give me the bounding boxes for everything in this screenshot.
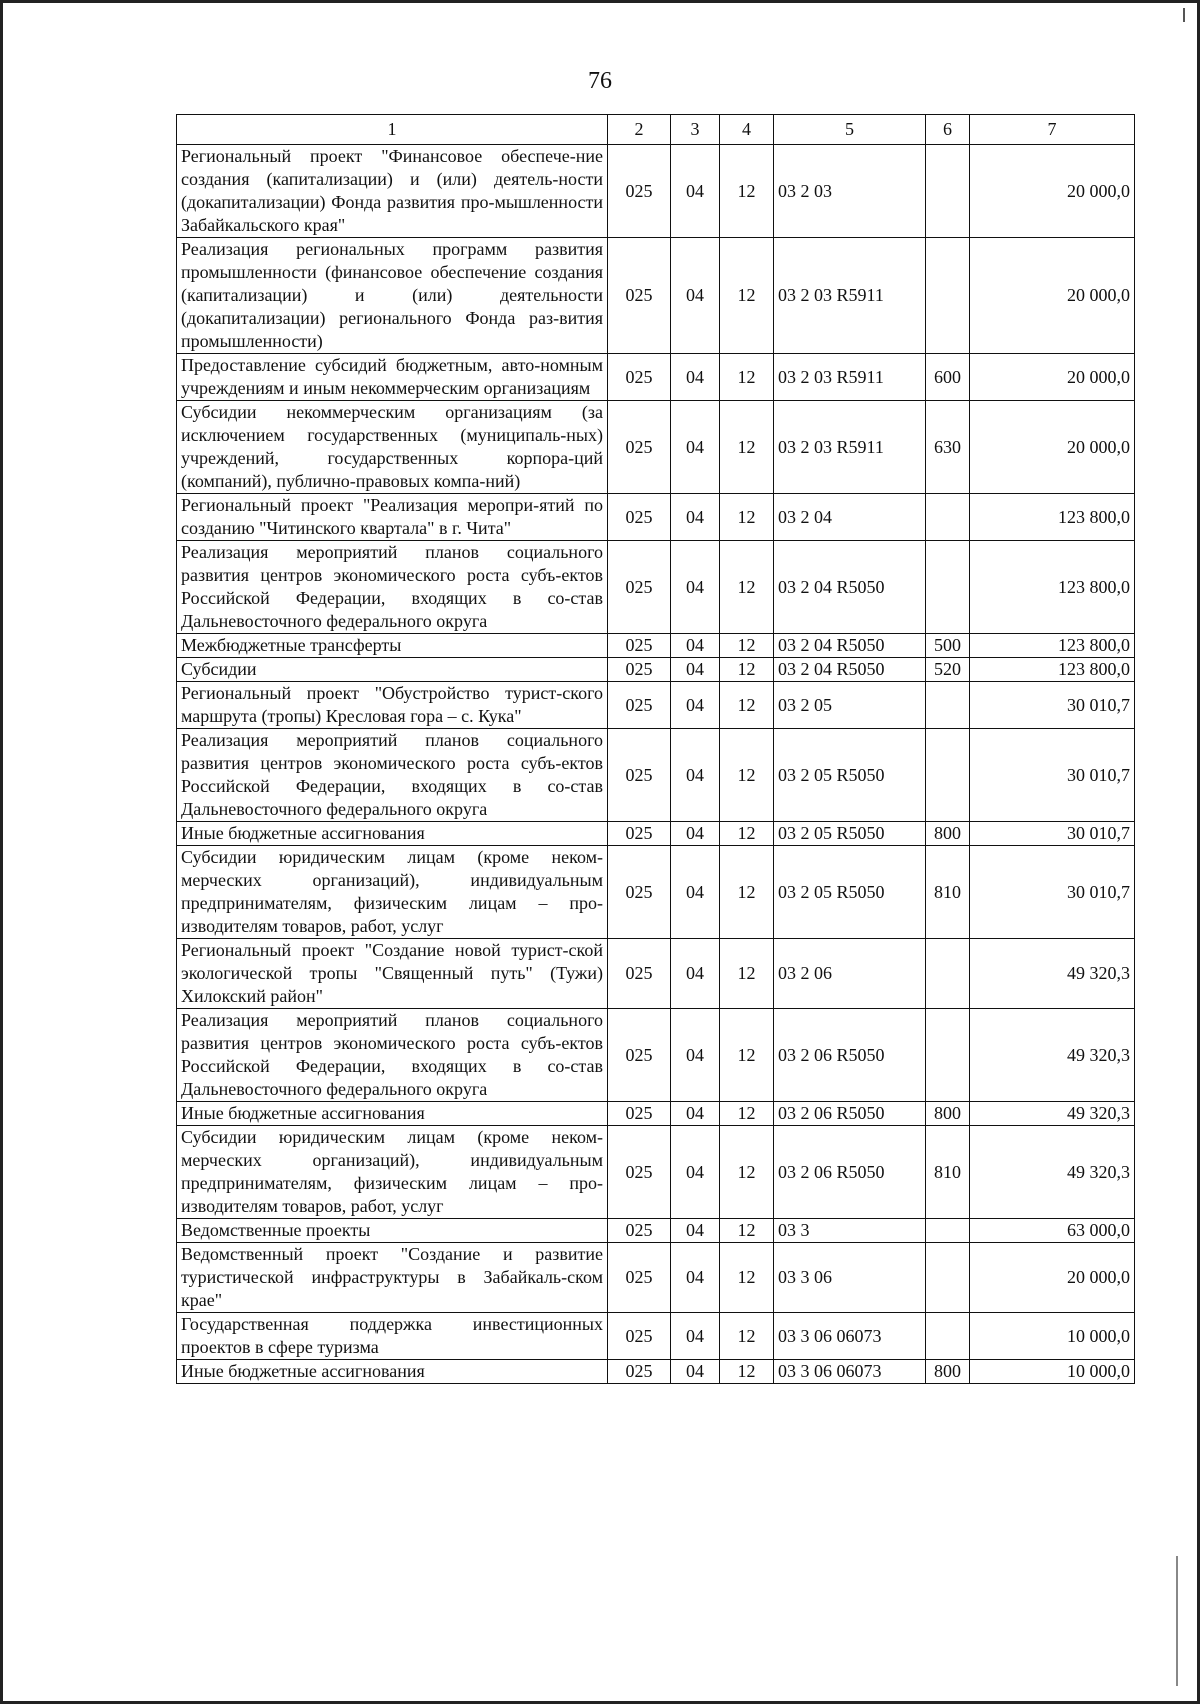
table-header-row: [177, 115, 1135, 145]
row-section-cell: 04: [671, 846, 720, 939]
row-code-cell: 025: [608, 238, 671, 354]
row-subsection-cell: 12: [720, 1219, 774, 1243]
row-section-cell: 04: [671, 1102, 720, 1126]
row-section-cell: 04: [671, 1360, 720, 1384]
row-target-article-cell: 03 2 03 R5911: [774, 401, 926, 494]
row-name-cell: Реализация мероприятий планов социального развития центров экономического роста субъ-ектов Российской Федерации, входящих в со-став Дальневосточного федерального округа: [177, 541, 608, 634]
row-amount-cell: 30 010,7: [970, 729, 1135, 822]
row-amount-cell: 30 010,7: [970, 822, 1135, 846]
column-header: 1: [177, 115, 608, 145]
row-subsection-cell: 12: [720, 401, 774, 494]
row-name-cell: Иные бюджетные ассигнования: [177, 1102, 608, 1126]
row-target-article-cell: 03 2 05 R5050: [774, 729, 926, 822]
table-row: [177, 939, 1135, 1009]
row-target-article-cell: 03 2 04: [774, 494, 926, 541]
row-subsection-cell: 12: [720, 145, 774, 238]
table-body: [177, 145, 1135, 1384]
row-target-article-cell: 03 2 06: [774, 939, 926, 1009]
table-row: [177, 145, 1135, 238]
row-target-article-cell: 03 3 06 06073: [774, 1360, 926, 1384]
row-target-article-cell: 03 2 03 R5911: [774, 354, 926, 401]
row-amount-cell: 10 000,0: [970, 1360, 1135, 1384]
scan-edge-top: [0, 0, 1200, 3]
row-expense-type-cell: 800: [926, 822, 970, 846]
row-expense-type-cell: 800: [926, 1360, 970, 1384]
row-code-cell: 025: [608, 682, 671, 729]
row-expense-type-cell: [926, 1219, 970, 1243]
row-code-cell: 025: [608, 822, 671, 846]
row-name-cell: Иные бюджетные ассигнования: [177, 1360, 608, 1384]
table-row: [177, 682, 1135, 729]
row-target-article-cell: 03 2 06 R5050: [774, 1102, 926, 1126]
column-header: 2: [608, 115, 671, 145]
column-header: 3: [671, 115, 720, 145]
row-code-cell: 025: [608, 658, 671, 682]
column-header: 7: [970, 115, 1135, 145]
row-subsection-cell: 12: [720, 822, 774, 846]
row-subsection-cell: 12: [720, 354, 774, 401]
row-expense-type-cell: 810: [926, 1126, 970, 1219]
row-target-article-cell: 03 2 05 R5050: [774, 846, 926, 939]
row-name-cell: Межбюджетные трансферты: [177, 634, 608, 658]
row-code-cell: 025: [608, 494, 671, 541]
row-expense-type-cell: 520: [926, 658, 970, 682]
row-section-cell: 04: [671, 1243, 720, 1313]
scan-mark: [1183, 8, 1185, 22]
row-name-cell: Субсидии некоммерческим организациям (за исключением государственных (муниципаль-ных) учреждений, государственных корпора-ций (компаний), публично-правовых компа-ний): [177, 401, 608, 494]
row-expense-type-cell: [926, 939, 970, 1009]
row-target-article-cell: 03 2 06 R5050: [774, 1009, 926, 1102]
row-name-cell: Реализация мероприятий планов социального развития центров экономического роста субъ-ектов Российской Федерации, входящих в со-став Дальневосточного федерального округа: [177, 729, 608, 822]
table-row: [177, 822, 1135, 846]
table-row: [177, 401, 1135, 494]
row-subsection-cell: 12: [720, 634, 774, 658]
table-row: [177, 1126, 1135, 1219]
row-amount-cell: 20 000,0: [970, 145, 1135, 238]
row-name-cell: Региональный проект "Реализация меропри-ятий по созданию "Читинского квартала" в г. Чита": [177, 494, 608, 541]
row-section-cell: 04: [671, 1219, 720, 1243]
row-subsection-cell: 12: [720, 846, 774, 939]
row-amount-cell: 49 320,3: [970, 1126, 1135, 1219]
row-subsection-cell: 12: [720, 1360, 774, 1384]
row-expense-type-cell: 600: [926, 354, 970, 401]
row-section-cell: 04: [671, 401, 720, 494]
table-row: [177, 1243, 1135, 1313]
row-subsection-cell: 12: [720, 1126, 774, 1219]
row-section-cell: 04: [671, 682, 720, 729]
row-section-cell: 04: [671, 939, 720, 1009]
row-name-cell: Субсидии: [177, 658, 608, 682]
row-section-cell: 04: [671, 1126, 720, 1219]
row-target-article-cell: 03 2 03: [774, 145, 926, 238]
row-amount-cell: 49 320,3: [970, 1102, 1135, 1126]
row-amount-cell: 20 000,0: [970, 401, 1135, 494]
row-section-cell: 04: [671, 494, 720, 541]
row-section-cell: 04: [671, 634, 720, 658]
row-section-cell: 04: [671, 822, 720, 846]
row-amount-cell: 49 320,3: [970, 939, 1135, 1009]
row-expense-type-cell: 630: [926, 401, 970, 494]
table-row: [177, 1009, 1135, 1102]
row-section-cell: 04: [671, 354, 720, 401]
row-code-cell: 025: [608, 1360, 671, 1384]
row-amount-cell: 10 000,0: [970, 1313, 1135, 1360]
row-name-cell: Ведомственные проекты: [177, 1219, 608, 1243]
row-code-cell: 025: [608, 145, 671, 238]
row-code-cell: 025: [608, 1219, 671, 1243]
row-name-cell: Предоставление субсидий бюджетным, авто-номным учреждениям и иным некоммерческим организациям: [177, 354, 608, 401]
row-amount-cell: 30 010,7: [970, 682, 1135, 729]
row-name-cell: Субсидии юридическим лицам (кроме неком-мерческих организаций), индивидуальным предпринимателям, физическим лицам – про-изводителям товаров, работ, услуг: [177, 846, 608, 939]
row-subsection-cell: 12: [720, 541, 774, 634]
row-subsection-cell: 12: [720, 1009, 774, 1102]
table-row: [177, 1219, 1135, 1243]
row-target-article-cell: 03 3 06: [774, 1243, 926, 1313]
row-section-cell: 04: [671, 729, 720, 822]
row-expense-type-cell: [926, 729, 970, 822]
row-amount-cell: 123 800,0: [970, 634, 1135, 658]
row-target-article-cell: 03 2 04 R5050: [774, 541, 926, 634]
row-target-article-cell: 03 2 03 R5911: [774, 238, 926, 354]
row-code-cell: 025: [608, 846, 671, 939]
row-section-cell: 04: [671, 1313, 720, 1360]
row-expense-type-cell: 500: [926, 634, 970, 658]
row-name-cell: Реализация региональных программ развития промышленности (финансовое обеспечение создания (капитализации) и (или) деятельности (докапитализации) регионального Фонда раз-вития промышленности): [177, 238, 608, 354]
row-code-cell: 025: [608, 1126, 671, 1219]
row-amount-cell: 20 000,0: [970, 238, 1135, 354]
row-code-cell: 025: [608, 1243, 671, 1313]
row-subsection-cell: 12: [720, 1102, 774, 1126]
row-code-cell: 025: [608, 354, 671, 401]
table-row: [177, 1360, 1135, 1384]
row-amount-cell: 123 800,0: [970, 541, 1135, 634]
row-subsection-cell: 12: [720, 682, 774, 729]
row-target-article-cell: 03 3 06 06073: [774, 1313, 926, 1360]
row-code-cell: 025: [608, 1313, 671, 1360]
row-expense-type-cell: [926, 1243, 970, 1313]
column-header: 5: [774, 115, 926, 145]
row-name-cell: Региональный проект "Обустройство турист-ского маршрута (тропы) Кресловая гора – с. Кука": [177, 682, 608, 729]
row-expense-type-cell: [926, 1009, 970, 1102]
row-expense-type-cell: [926, 494, 970, 541]
row-section-cell: 04: [671, 658, 720, 682]
table-row: [177, 846, 1135, 939]
row-expense-type-cell: 800: [926, 1102, 970, 1126]
row-amount-cell: 63 000,0: [970, 1219, 1135, 1243]
row-name-cell: Региональный проект "Финансовое обеспече-ние создания (капитализации) и (или) деятель-ности (докапитализации) Фонда развития про-мышленности Забайкальского края": [177, 145, 608, 238]
row-target-article-cell: 03 2 04 R5050: [774, 634, 926, 658]
table-row: [177, 541, 1135, 634]
row-section-cell: 04: [671, 541, 720, 634]
row-expense-type-cell: [926, 541, 970, 634]
table-row: [177, 1313, 1135, 1360]
row-code-cell: 025: [608, 1102, 671, 1126]
row-expense-type-cell: 810: [926, 846, 970, 939]
row-code-cell: 025: [608, 1009, 671, 1102]
table-row: [177, 634, 1135, 658]
row-expense-type-cell: [926, 682, 970, 729]
row-subsection-cell: 12: [720, 729, 774, 822]
row-amount-cell: 123 800,0: [970, 494, 1135, 541]
row-subsection-cell: 12: [720, 1313, 774, 1360]
table-row: [177, 354, 1135, 401]
row-name-cell: Государственная поддержка инвестиционных проектов в сфере туризма: [177, 1313, 608, 1360]
table-row: [177, 658, 1135, 682]
row-code-cell: 025: [608, 729, 671, 822]
row-amount-cell: 123 800,0: [970, 658, 1135, 682]
row-amount-cell: 30 010,7: [970, 846, 1135, 939]
row-name-cell: Региональный проект "Создание новой турист-ской экологической тропы "Священный путь" (Тужи) Хилокский район": [177, 939, 608, 1009]
row-section-cell: 04: [671, 145, 720, 238]
row-name-cell: Иные бюджетные ассигнования: [177, 822, 608, 846]
row-code-cell: 025: [608, 634, 671, 658]
row-expense-type-cell: [926, 238, 970, 354]
row-expense-type-cell: [926, 145, 970, 238]
row-subsection-cell: 12: [720, 658, 774, 682]
row-name-cell: Реализация мероприятий планов социального развития центров экономического роста субъ-ектов Российской Федерации, входящих в со-став Дальневосточного федерального округа: [177, 1009, 608, 1102]
table-row: [177, 494, 1135, 541]
table-row: [177, 1102, 1135, 1126]
budget-table: [176, 114, 1135, 1384]
row-name-cell: Ведомственный проект "Создание и развитие туристической инфраструктуры в Забайкаль-ском крае": [177, 1243, 608, 1313]
row-amount-cell: 20 000,0: [970, 1243, 1135, 1313]
row-section-cell: 04: [671, 238, 720, 354]
row-code-cell: 025: [608, 939, 671, 1009]
row-target-article-cell: 03 2 06 R5050: [774, 1126, 926, 1219]
row-section-cell: 04: [671, 1009, 720, 1102]
column-header: 4: [720, 115, 774, 145]
row-target-article-cell: 03 2 05: [774, 682, 926, 729]
row-expense-type-cell: [926, 1313, 970, 1360]
table-row: [177, 729, 1135, 822]
row-subsection-cell: 12: [720, 939, 774, 1009]
row-subsection-cell: 12: [720, 494, 774, 541]
scan-edge-left: [0, 0, 3, 1704]
table-row: [177, 238, 1135, 354]
row-amount-cell: 20 000,0: [970, 354, 1135, 401]
row-code-cell: 025: [608, 541, 671, 634]
column-header: 6: [926, 115, 970, 145]
scan-mark: [1176, 1556, 1178, 1686]
row-amount-cell: 49 320,3: [970, 1009, 1135, 1102]
row-subsection-cell: 12: [720, 238, 774, 354]
row-target-article-cell: 03 3: [774, 1219, 926, 1243]
row-code-cell: 025: [608, 401, 671, 494]
row-target-article-cell: 03 2 04 R5050: [774, 658, 926, 682]
page-number: 76: [588, 68, 612, 94]
row-subsection-cell: 12: [720, 1243, 774, 1313]
row-target-article-cell: 03 2 05 R5050: [774, 822, 926, 846]
row-name-cell: Субсидии юридическим лицам (кроме неком-мерческих организаций), индивидуальным предпринимателям, физическим лицам – про-изводителям товаров, работ, услуг: [177, 1126, 608, 1219]
